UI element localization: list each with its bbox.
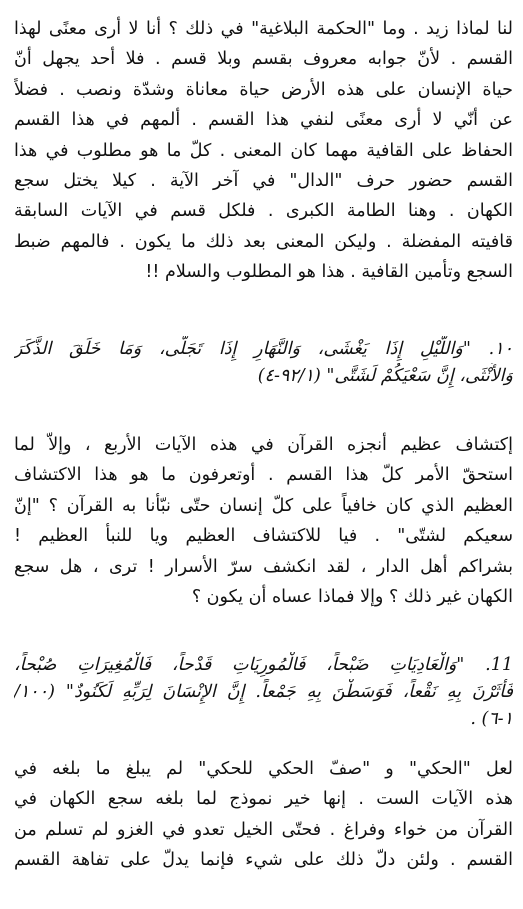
paragraph bbox=[14, 754, 513, 876]
text-line: القرآن من خواء وفراغ . فحتّى الخيل تعدو في الغزو لم تسلم من bbox=[14, 819, 513, 840]
paragraph bbox=[14, 430, 513, 612]
text-line: القسم حضور حرف "الدال" في آخر الآية . كيلا يختل سجع bbox=[14, 170, 513, 191]
text-line: بشراكم أهل الدار ، لقد انكشف سرّ الأسرار ! ترى ، هل سجع bbox=[14, 556, 513, 577]
text-line: قافيته المفضلة . وليكن المعنى بعد ذلك ما يكون . فالمهم ضبط bbox=[14, 231, 513, 252]
quoted-verse bbox=[14, 336, 513, 390]
document-page bbox=[14, 0, 513, 909]
verse-line: ١٠. "وَاللَّيْلِ إِذَا يَغْشَى، وَالنَّهَارِ إِذَا تَجَلَّى، وَمَا خَلَقَ الذَّكَرَ bbox=[14, 339, 513, 359]
text-line: سعيكم لشتّى" . فيا للاكتشاف العظيم ويا للنبأ العظيم ! bbox=[14, 526, 513, 547]
text-line: حياة الإنسان على هذه الأرض حياة معاناة وشدّة ونصب . فضلاً bbox=[14, 79, 513, 100]
text-line: عن أنّي لا أرى معنًى لنفي هذا القسم . ألمهم في هذا القسم bbox=[14, 110, 513, 131]
text-line: العظيم الذي كان خافياً على كلّ إنسان حتّى نبّأنا به القرآن ؟ "إنّ bbox=[14, 495, 513, 516]
text-line: القسم . ولئن دلّ ذلك على شيء فإنما يدلّ على تفاهة القسم bbox=[14, 850, 513, 871]
verse-line: 11. "وَالْعَادِيَاتِ ضَبْحاً، فَالْمُورِيَاتِ قَدْحاً، فَالْمُغِيرَاتِ صُبْحاً، bbox=[14, 655, 513, 675]
verse-line: ١-٦) . bbox=[470, 709, 513, 729]
verse-line: وَالأُنْثَى، إِنَّ سَعْيَكُمْ لَشَتَّى" (٩٢/١-٤) bbox=[257, 366, 513, 386]
text-line: استحقّ الأمر كلّ هذا القسم . أوتعرفون ما هو هذا الاكتشاف bbox=[14, 465, 513, 486]
text-line: السجع وتأمين القافية . هذا هو المطلوب والسلام !! bbox=[145, 262, 513, 283]
text-line: لنا لماذا زيد . وما "الحكمة البلاغية" في ذلك ؟ أنا لا أرى معنًى لهذا bbox=[14, 19, 513, 39]
text-line: لعل "الحكي" و "صفّ الحكي للحكي" لم يبلغ ما بلغه في bbox=[14, 759, 513, 779]
quoted-verse bbox=[14, 652, 513, 733]
paragraph bbox=[14, 14, 513, 288]
text-line: إكتشاف عظيم أنجزه القرآن في هذه الآيات الأربع ، وإلاّ لما bbox=[14, 435, 513, 455]
text-line: القسم . لأنّ جوابه معروف بقسم وبلا قسم . فلا أحد يجهل أنّ bbox=[14, 49, 513, 70]
verse-line: فَأَثَرْنَ بِهِ نَقْعاً، فَوَسَطْنَ بِهِ جَمْعاً. إِنَّ الإِنْسَانَ لِرَبِّهِ لَكَنُودٌ" (١٠٠/ bbox=[14, 682, 513, 702]
text-line: الحفاظ على القافية مهما كان المعنى . كلّ ما هو مطلوب في هذا bbox=[14, 140, 513, 161]
text-line: الكهان غير ذلك ؟ وإلا فماذا عساه أن يكون ؟ bbox=[191, 586, 513, 607]
text-line: الكهان . وهنا الطامة الكبرى . فلكل قسم في الآيات السابقة bbox=[14, 201, 513, 222]
text-line: هذه الآيات الست . إنها خير نموذج لما بلغه سجع الكهان في bbox=[14, 789, 513, 810]
